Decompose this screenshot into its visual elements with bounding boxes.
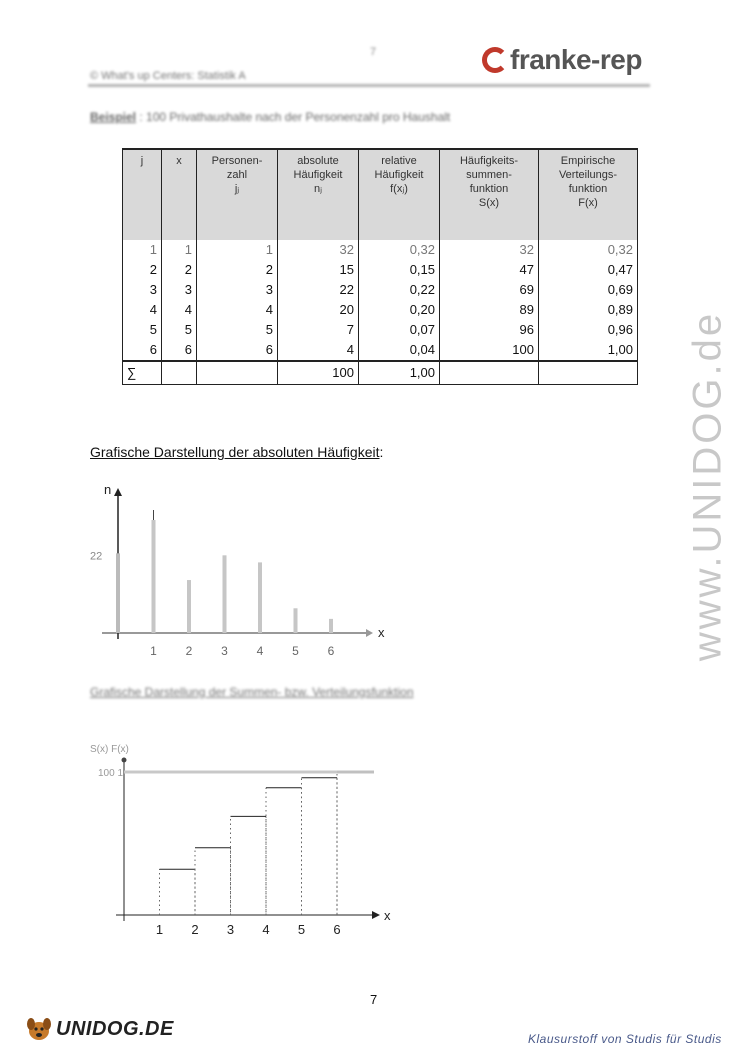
franke-rep-logo-icon xyxy=(482,47,508,73)
table-cell: 2 xyxy=(197,260,278,280)
sum-cell: 1,00 xyxy=(359,361,440,385)
chart2-axes xyxy=(116,758,380,922)
y-axis-label: S(x) F(x) xyxy=(90,744,129,755)
table-header-cell: x xyxy=(162,149,197,240)
table-cell: 32 xyxy=(278,240,359,260)
x-tick-label: 1 xyxy=(155,922,164,937)
dog-icon xyxy=(24,1014,54,1044)
table-cell: 0,15 xyxy=(359,260,440,280)
table-cell: 0,22 xyxy=(359,280,440,300)
table-row xyxy=(123,280,638,300)
section-title-distribution-function: Grafische Darstellung der Summen- bzw. Verteilungsfunktion xyxy=(90,685,414,699)
table-row xyxy=(123,300,638,320)
x-tick-label: 2 xyxy=(185,644,193,658)
y-axis-label: n xyxy=(104,482,112,497)
x-tick-label: 5 xyxy=(292,644,299,658)
table-cell: 22 xyxy=(278,280,359,300)
franke-rep-logo xyxy=(482,44,642,76)
y-tick-label: 22 xyxy=(90,550,103,563)
table-cell: 5 xyxy=(197,320,278,340)
table-cell: 47 xyxy=(440,260,539,280)
x-tick-label: 4 xyxy=(256,644,264,658)
page-number: 7 xyxy=(370,992,378,1007)
bar xyxy=(152,520,156,633)
table-cell: 5 xyxy=(123,320,162,340)
table-header-row xyxy=(123,149,638,240)
sum-cell xyxy=(197,361,278,385)
top-page-number: 7 xyxy=(370,46,377,58)
x-axis-label: x xyxy=(378,625,385,640)
section-title-absolute-frequency xyxy=(90,444,383,460)
table-cell: 3 xyxy=(162,280,197,300)
table-header-cell: Empirische Verteilungs- funktion F(x) xyxy=(539,149,638,240)
header-text: © What's up Centers: Statistik A xyxy=(90,70,246,82)
table-cell: 0,20 xyxy=(359,300,440,320)
y-axis-tick-band xyxy=(116,553,120,633)
table-cell: 5 xyxy=(162,320,197,340)
x-tick-label: 4 xyxy=(262,922,270,937)
chart1-axes xyxy=(102,488,373,639)
x-tick-label: 2 xyxy=(191,922,199,937)
x-tick-label: 5 xyxy=(297,922,306,937)
table-cell: 6 xyxy=(197,340,278,361)
table-cell: 1 xyxy=(197,240,278,260)
table-cell: 7 xyxy=(278,320,359,340)
example-text: : 100 Privathaushalte nach der Personenzahl pro Haushalt xyxy=(139,110,451,124)
table-cell: 20 xyxy=(278,300,359,320)
footer-brand: UNIDOG.DE xyxy=(56,1017,174,1040)
footer-tagline: Klausurstoff von Studis für Studis xyxy=(528,1032,722,1046)
table-row xyxy=(123,320,638,340)
y-axis-arrow xyxy=(122,758,127,763)
table-cell: 89 xyxy=(440,300,539,320)
table-cell: 1 xyxy=(123,240,162,260)
table-cell: 2 xyxy=(162,260,197,280)
x-tick-label: 6 xyxy=(327,644,335,658)
table-cell: 3 xyxy=(197,280,278,300)
logo-text: franke-rep xyxy=(510,44,642,75)
table-cell: 0,96 xyxy=(539,320,638,340)
table-cell: 4 xyxy=(197,300,278,320)
table-cell: 1,00 xyxy=(539,340,638,361)
table-sum-row xyxy=(123,361,638,385)
frequency-table xyxy=(122,148,638,385)
table-cell: 100 xyxy=(440,340,539,361)
bar xyxy=(258,562,262,633)
bar xyxy=(223,555,227,633)
table-header-cell: Häufigkeits- summen- funktion S(x) xyxy=(440,149,539,240)
example-line xyxy=(90,110,450,124)
x-tick-label: 1 xyxy=(150,644,157,658)
table-cell: 4 xyxy=(278,340,359,361)
table-cell: 69 xyxy=(440,280,539,300)
table-cell: 0,69 xyxy=(539,280,638,300)
table-cell: 6 xyxy=(162,340,197,361)
x-tick-label: 3 xyxy=(226,922,235,937)
x-axis-arrow xyxy=(366,629,373,637)
table-header-cell: j xyxy=(123,149,162,240)
table-cell: 6 xyxy=(123,340,162,361)
example-label: Beispiel xyxy=(90,110,137,124)
bar xyxy=(329,619,333,633)
distribution-function-chart xyxy=(80,740,390,940)
x-axis-arrow xyxy=(372,911,380,919)
sum-symbol: ∑ xyxy=(123,361,162,385)
table-cell: 3 xyxy=(123,280,162,300)
chart2-steps xyxy=(160,772,375,915)
sum-cell xyxy=(539,361,638,385)
chart1-bars xyxy=(152,510,334,633)
table-cell: 4 xyxy=(162,300,197,320)
section-title-text: Grafische Darstellung der absoluten Häufigkeit xyxy=(90,444,380,460)
table-header-cell: relative Häufigkeit f(xⱼ) xyxy=(359,149,440,240)
table-cell: 15 xyxy=(278,260,359,280)
x-tick-label: 3 xyxy=(221,644,228,658)
table-cell: 0,04 xyxy=(359,340,440,361)
chart1-labels xyxy=(90,482,385,658)
unidog-logo xyxy=(24,1014,174,1044)
table-row xyxy=(123,340,638,361)
sum-cell: 100 xyxy=(278,361,359,385)
section-title-colon: : xyxy=(379,444,384,460)
table-header-cell: absolute Häufigkeit nⱼ xyxy=(278,149,359,240)
table-cell: 1 xyxy=(162,240,197,260)
absolute-frequency-chart xyxy=(80,476,385,666)
table-cell: 0,89 xyxy=(539,300,638,320)
watermark: www.UNIDOG.de xyxy=(685,310,730,662)
table-row xyxy=(123,260,638,280)
table-body xyxy=(123,240,638,361)
x-tick-label: 6 xyxy=(333,922,341,937)
x-axis-label: x xyxy=(384,908,391,923)
table-cell: 32 xyxy=(440,240,539,260)
table-header-cell: Personen- zahl jⱼ xyxy=(197,149,278,240)
table-cell: 2 xyxy=(123,260,162,280)
table-cell: 96 xyxy=(440,320,539,340)
table-cell: 0,32 xyxy=(539,240,638,260)
sum-cell xyxy=(162,361,197,385)
sum-cell xyxy=(440,361,539,385)
bar xyxy=(187,580,191,633)
table-cell: 0,47 xyxy=(539,260,638,280)
y-axis-arrow xyxy=(114,488,122,496)
bar xyxy=(294,608,298,633)
y-tick-label: 100 1 xyxy=(98,768,124,779)
header-divider xyxy=(88,84,650,87)
table-cell: 0,07 xyxy=(359,320,440,340)
table-row xyxy=(123,240,638,260)
table-cell: 0,32 xyxy=(359,240,440,260)
table-cell: 4 xyxy=(123,300,162,320)
